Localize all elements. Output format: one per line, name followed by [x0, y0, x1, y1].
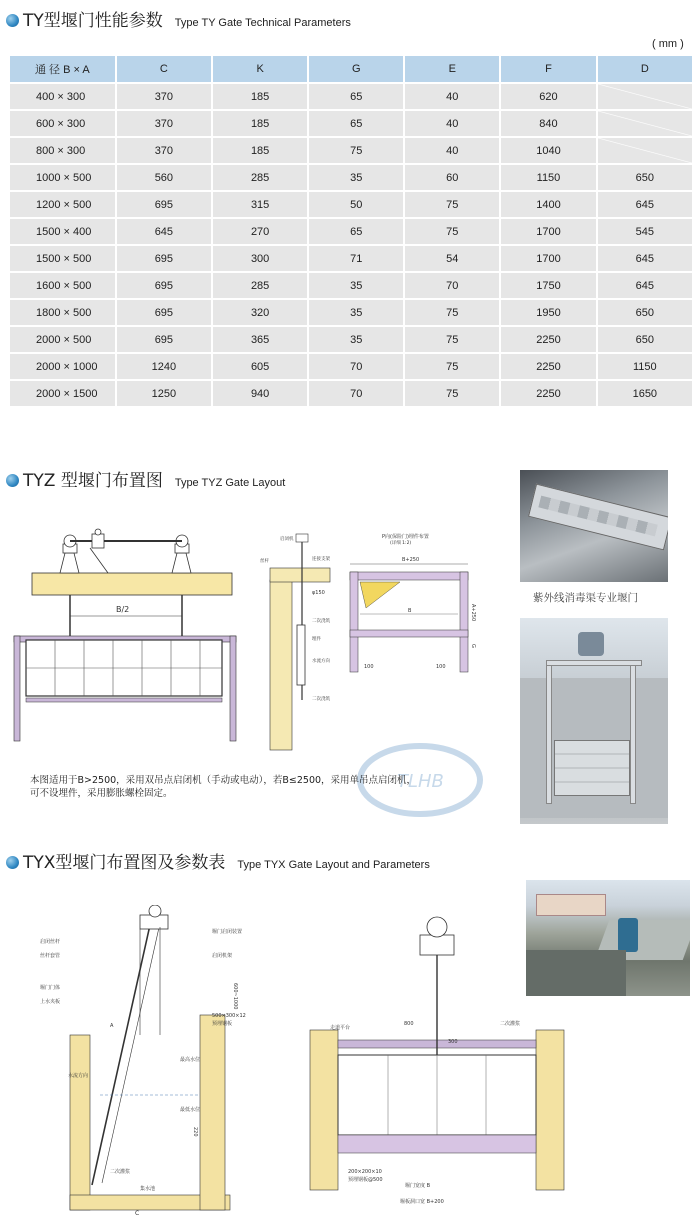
table-row: [10, 192, 692, 217]
section1-title-cn: TY型堰门性能参数: [23, 11, 163, 31]
value-cell: 2250: [501, 354, 595, 379]
table-row: [10, 273, 692, 298]
size-cell: 1600 × 500: [10, 273, 115, 298]
table-row: [10, 300, 692, 325]
tyx-label: 启闭丝杆: [40, 939, 61, 945]
bullet-icon: [6, 474, 19, 487]
size-cell: 1500 × 400: [10, 219, 115, 244]
value-cell: 71: [309, 246, 403, 271]
value-cell: 370: [117, 138, 211, 163]
table-row: [10, 354, 692, 379]
size-cell: 1500 × 500: [10, 246, 115, 271]
size-cell: 800 × 300: [10, 138, 115, 163]
value-cell: 70: [309, 354, 403, 379]
gate-photo-2: [520, 618, 668, 824]
tyx-label: 最低水位: [180, 1107, 201, 1113]
value-cell: 1700: [501, 246, 595, 271]
front-label: 100: [436, 664, 446, 670]
value-cell: 65: [309, 84, 403, 109]
size-cell: 600 × 300: [10, 111, 115, 136]
section1-title-en: Type TY Gate Technical Parameters: [174, 17, 351, 29]
value-cell: 695: [117, 246, 211, 271]
section3-title-en: Type TYX Gate Layout and Parameters: [237, 859, 430, 871]
section1-header: [6, 6, 351, 31]
note-line: 可不设埋件，采用膨胀螺栓固定。: [30, 788, 173, 799]
front-label: A+250: [470, 604, 476, 622]
value-cell: [598, 138, 692, 163]
dim-b2-label: B/2: [116, 605, 130, 614]
value-cell: 40: [405, 138, 499, 163]
value-cell: 1750: [501, 273, 595, 298]
table-row: [10, 138, 692, 163]
value-cell: 185: [213, 84, 307, 109]
front-label: 100: [364, 664, 374, 670]
column-header: G: [309, 56, 403, 82]
tyx-label: 二次灌浆: [110, 1169, 131, 1175]
value-cell: 2250: [501, 381, 595, 406]
tyx-label: 丝杆套管: [40, 953, 61, 959]
value-cell: 645: [117, 219, 211, 244]
column-header: C: [117, 56, 211, 82]
size-cell: 1000 × 500: [10, 165, 115, 190]
tyx-right-label: 800: [404, 1021, 414, 1027]
front-label: B: [408, 608, 412, 614]
size-cell: 1800 × 500: [10, 300, 115, 325]
column-header: F: [501, 56, 595, 82]
table-row: [10, 165, 692, 190]
gate-photo-3: [526, 880, 690, 996]
value-cell: 65: [309, 219, 403, 244]
tyx-right-label: 二次灌浆: [500, 1021, 521, 1027]
value-cell: 70: [405, 273, 499, 298]
tyx-dim: 600~1000: [232, 983, 238, 1010]
tyx-label: 堰门启闭装置: [212, 929, 243, 935]
value-cell: 645: [598, 192, 692, 217]
side-label: 二次浇筑: [312, 619, 330, 624]
value-cell: 1700: [501, 219, 595, 244]
value-cell: 545: [598, 219, 692, 244]
value-cell: 695: [117, 300, 211, 325]
column-header: K: [213, 56, 307, 82]
size-cell: 2000 × 1000: [10, 354, 115, 379]
value-cell: 1240: [117, 354, 211, 379]
value-cell: 370: [117, 111, 211, 136]
gate-photo-1: [520, 470, 668, 582]
column-header: D: [598, 56, 692, 82]
value-cell: 75: [405, 354, 499, 379]
tyx-label: 启闭机架: [212, 953, 233, 959]
value-cell: 645: [598, 273, 692, 298]
tyx-dim: A: [110, 1023, 114, 1029]
value-cell: 1040: [501, 138, 595, 163]
section2-title-en: Type TYZ Gate Layout: [174, 477, 286, 489]
tyx-dim: 220: [192, 1127, 198, 1137]
tyx-label: 集水池: [140, 1186, 156, 1192]
value-cell: 35: [309, 273, 403, 298]
tyx-right-label: 堰板洞口宽 B+200: [400, 1199, 444, 1205]
value-cell: 695: [117, 192, 211, 217]
side-label: 丝杆: [260, 559, 269, 564]
value-cell: 650: [598, 327, 692, 352]
tyx-label: 预埋钢板: [212, 1021, 233, 1027]
table-row: [10, 246, 692, 271]
table-row: [10, 219, 692, 244]
tyx-label: 上水夹板: [40, 999, 61, 1005]
value-cell: 645: [598, 246, 692, 271]
size-cell: 2000 × 500: [10, 327, 115, 352]
value-cell: 75: [405, 300, 499, 325]
value-cell: 370: [117, 84, 211, 109]
value-cell: 60: [405, 165, 499, 190]
unit-label: ( mm ): [652, 38, 684, 50]
value-cell: 1150: [598, 354, 692, 379]
tyx-label: 最高水位: [180, 1057, 201, 1063]
value-cell: 35: [309, 165, 403, 190]
section2-title-cn: TYZ 型堰门布置图: [23, 471, 163, 491]
value-cell: 40: [405, 84, 499, 109]
value-cell: 35: [309, 300, 403, 325]
value-cell: 365: [213, 327, 307, 352]
value-cell: 695: [117, 273, 211, 298]
side-label: 连接支架: [312, 557, 330, 562]
value-cell: 70: [309, 381, 403, 406]
value-cell: 605: [213, 354, 307, 379]
bullet-icon: [6, 14, 19, 27]
front-label: B+250: [402, 557, 420, 563]
watermark-text: TLHB: [397, 771, 444, 792]
value-cell: 285: [213, 165, 307, 190]
section2-header: [6, 466, 285, 491]
value-cell: 54: [405, 246, 499, 271]
value-cell: 320: [213, 300, 307, 325]
value-cell: 75: [405, 219, 499, 244]
value-cell: 650: [598, 300, 692, 325]
tyx-right-label: 走道平台: [330, 1025, 351, 1031]
tyz-side-section: [250, 530, 342, 755]
value-cell: 75: [405, 381, 499, 406]
tyx-right-label: 300: [448, 1039, 458, 1045]
front-title: P向(保险门)埋件布置: [382, 534, 429, 540]
tyx-section-drawing: [40, 905, 290, 1223]
value-cell: 1950: [501, 300, 595, 325]
value-cell: 75: [405, 327, 499, 352]
parameters-table: [8, 54, 694, 408]
value-cell: 650: [598, 165, 692, 190]
size-cell: 400 × 300: [10, 84, 115, 109]
value-cell: 940: [213, 381, 307, 406]
size-cell: 1200 × 500: [10, 192, 115, 217]
table-header-row: [10, 56, 692, 82]
tyx-label: 水流方向: [68, 1073, 89, 1079]
value-cell: 620: [501, 84, 595, 109]
value-cell: 300: [213, 246, 307, 271]
column-header: E: [405, 56, 499, 82]
tyx-label: 堰门门体: [40, 985, 61, 991]
value-cell: 35: [309, 327, 403, 352]
section3-header: [6, 848, 430, 873]
table-row: [10, 327, 692, 352]
value-cell: [598, 84, 692, 109]
photo-caption: 紫外线消毒渠专业堰门: [533, 592, 638, 604]
value-cell: 1150: [501, 165, 595, 190]
table-row: [10, 111, 692, 136]
value-cell: 560: [117, 165, 211, 190]
table-row: [10, 381, 692, 406]
side-label: 埋件: [312, 637, 321, 642]
tyz-gate-drawing: [10, 528, 248, 748]
front-label: G: [470, 644, 476, 648]
side-dim-top: φ150: [312, 590, 325, 596]
bullet-icon: [6, 856, 19, 869]
tyx-label: 500×300×12: [212, 1013, 246, 1019]
value-cell: [598, 111, 692, 136]
tyz-note: [30, 774, 416, 800]
tyz-frame-drawing: [340, 530, 490, 680]
value-cell: 1400: [501, 192, 595, 217]
section3-title-cn: TYX型堰门布置图及参数表: [23, 853, 226, 873]
value-cell: 75: [309, 138, 403, 163]
tyx-right-label: 预埋钢板@500: [348, 1177, 383, 1183]
value-cell: 840: [501, 111, 595, 136]
tyx-right-label: 200×200×10: [348, 1169, 382, 1175]
value-cell: 695: [117, 327, 211, 352]
value-cell: 315: [213, 192, 307, 217]
front-subtitle: (详细 1:2): [390, 541, 412, 546]
value-cell: 1250: [117, 381, 211, 406]
table-row: [10, 84, 692, 109]
value-cell: 75: [405, 192, 499, 217]
value-cell: 270: [213, 219, 307, 244]
value-cell: 50: [309, 192, 403, 217]
value-cell: 40: [405, 111, 499, 136]
value-cell: 2250: [501, 327, 595, 352]
side-label: 二次浇筑: [312, 697, 330, 702]
value-cell: 185: [213, 111, 307, 136]
side-label: 水流方向: [312, 659, 330, 664]
value-cell: 65: [309, 111, 403, 136]
side-label: 启闭机: [280, 537, 294, 542]
tyx-dim: C: [135, 1210, 140, 1217]
column-header: 通 径 B × A: [10, 56, 115, 82]
size-cell: 2000 × 1500: [10, 381, 115, 406]
tyx-right-label: 堰门宽度 B: [405, 1183, 431, 1189]
value-cell: 285: [213, 273, 307, 298]
value-cell: 1650: [598, 381, 692, 406]
value-cell: 185: [213, 138, 307, 163]
note-line: 本图适用于B>2500，采用双吊点启闭机（手动或电动），若B≤2500，采用单吊点启闭机，: [30, 775, 417, 786]
